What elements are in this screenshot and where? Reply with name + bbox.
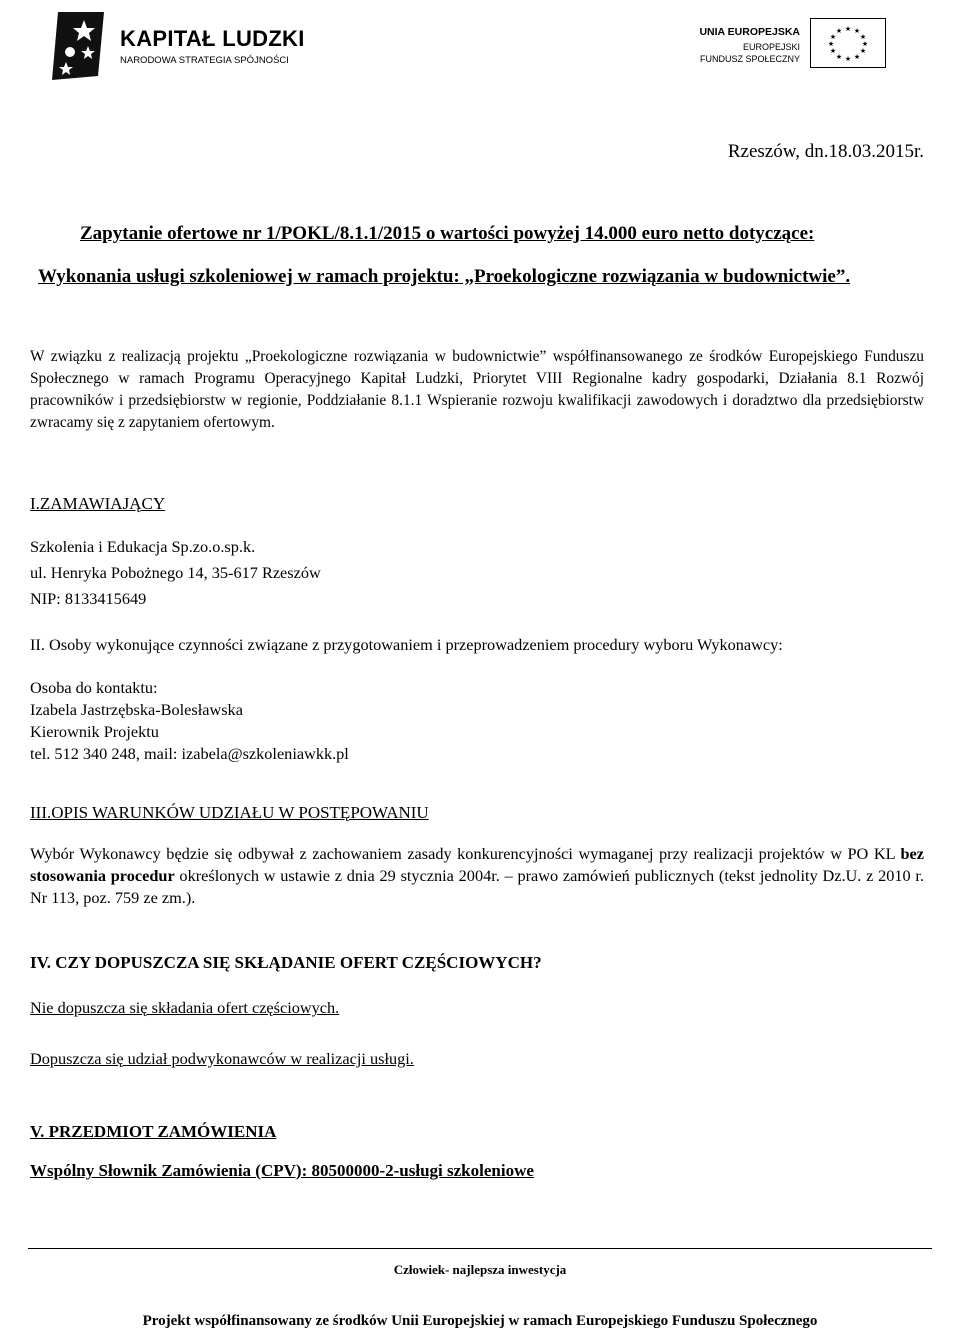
svg-text:★: ★ [844,55,852,63]
section-1-heading: I.ZAMAWIAJĄCY [30,494,166,513]
section-4-heading: IV. CZY DOPUSZCZA SIĘ SKŁĄDANIE OFERT CZĘŚCIOWYCH? [30,953,542,972]
contact-person: Izabela Jastrzębska-Bolesławska [30,700,243,719]
section-2-heading: II. Osoby wykonujące czynności związane z przygotowaniem i przeprowadzeniem procedury wyboru Wykonawcy: [30,635,783,654]
svg-text:★: ★ [844,25,852,33]
svg-text:★: ★ [835,27,843,35]
svg-text:★: ★ [859,33,867,41]
contact-details: tel. 512 340 248, mail: izabela@szkoleniawkk.pl [30,744,349,763]
svg-text:★: ★ [853,27,861,35]
kapital-ludzki-logo [44,6,304,86]
section-3-text-after: określonych w ustawie z dnia 29 stycznia 2004r. – prawo zamówień publicznych (tekst jednolity Dz.U. z 2010 r. Nr 113, poz. 759 ze zm.). [30,866,924,907]
contact-role: Kierownik Projektu [30,722,159,741]
contact-label: Osoba do kontaktu: [30,678,158,697]
svg-text:★: ★ [861,40,869,48]
logo-right-line2: EUROPEJSKI [742,42,800,52]
section-3-heading: III.OPIS WARUNKÓW UDZIAŁU W POSTĘPOWANIU [30,803,429,822]
svg-text:★: ★ [829,33,837,41]
footer-cofinancing: Projekt współfinansowany ze środków Unii Europejskiej w ramach Europejskiego Funduszu Społecznego [142,1313,818,1329]
section-3-text-before: Wybór Wykonawcy będzie się odbywał z zachowaniem zasady konkurencyjności wymaganej przy realizacji projektów w PO KL [30,844,901,863]
place-date: Rzeszów, dn.18.03.2015r. [727,141,924,162]
section-3-text-bold: bez stosowania procedur [30,844,924,885]
svg-text:★: ★ [829,47,837,55]
logo-right-line3: FUNDUSZ SPOŁECZNY [699,54,800,64]
svg-text:★: ★ [853,53,861,61]
svg-text:★: ★ [827,40,835,48]
logo-right-line1: UNIA EUROPEJSKA [699,26,800,38]
subcontractors-statement: Dopuszcza się udział podwykonawców w realizacji usługi. [30,1049,414,1068]
logo-left-subtitle: NARODOWA STRATEGIA SPÓJNOŚCI [120,55,289,66]
contractor-address: ul. Henryka Pobożnego 14, 35-617 Rzeszów [30,563,321,582]
section-5-heading: V. PRZEDMIOT ZAMÓWIENIA [30,1122,277,1141]
contractor-nip: NIP: 8133415649 [30,589,147,608]
cpv-code: Wspólny Słownik Zamówienia (CPV): 80500000-2-usługi szkoleniowe [30,1161,534,1180]
section-3-paragraph [30,843,924,909]
contractor-name: Szkolenia i Edukacja Sp.zo.o.sp.k. [30,537,256,556]
partial-offers-statement: Nie dopuszcza się składania ofert częściowych. [30,998,340,1017]
eu-efs-logo [690,18,888,70]
logo-left-name: KAPITAŁ LUDZKI [120,26,305,51]
footer-slogan: Człowiek- najlepsza inwestycja [393,1262,567,1277]
svg-text:★: ★ [859,47,867,55]
intro-paragraph: W związku z realizacją projektu „Proekologiczne rozwiązania w budownictwie” współfinansowanego ze środków Europejskiego Funduszu Społecznego w ramach Programu Operacyjnego Kapitał Ludzki, Priorytet VIII Regionalne kadry gospodarki, Działania 8.1 Rozwój pracowników i przedsiębiorstw w regionie, Poddziałanie 8.1.1 Wspieranie rozwoju kwalifikacji zawodowych i doradztwo dla przedsiębiorstw zwracamy się z zapytaniem ofertowym. [30,348,924,431]
svg-text:★: ★ [835,53,843,61]
eu-flag-icon [810,18,886,68]
kapital-ludzki-emblem-icon [44,6,114,86]
footer-divider [28,1248,932,1249]
document-subject: Wykonania usługi szkoleniowej w ramach projektu: „Proekologiczne rozwiązania w budownictwie”. [38,266,851,287]
document-title: Zapytanie ofertowe nr 1/POKL/8.1.1/2015 o wartości powyżej 14.000 euro netto dotyczące: [80,223,815,244]
